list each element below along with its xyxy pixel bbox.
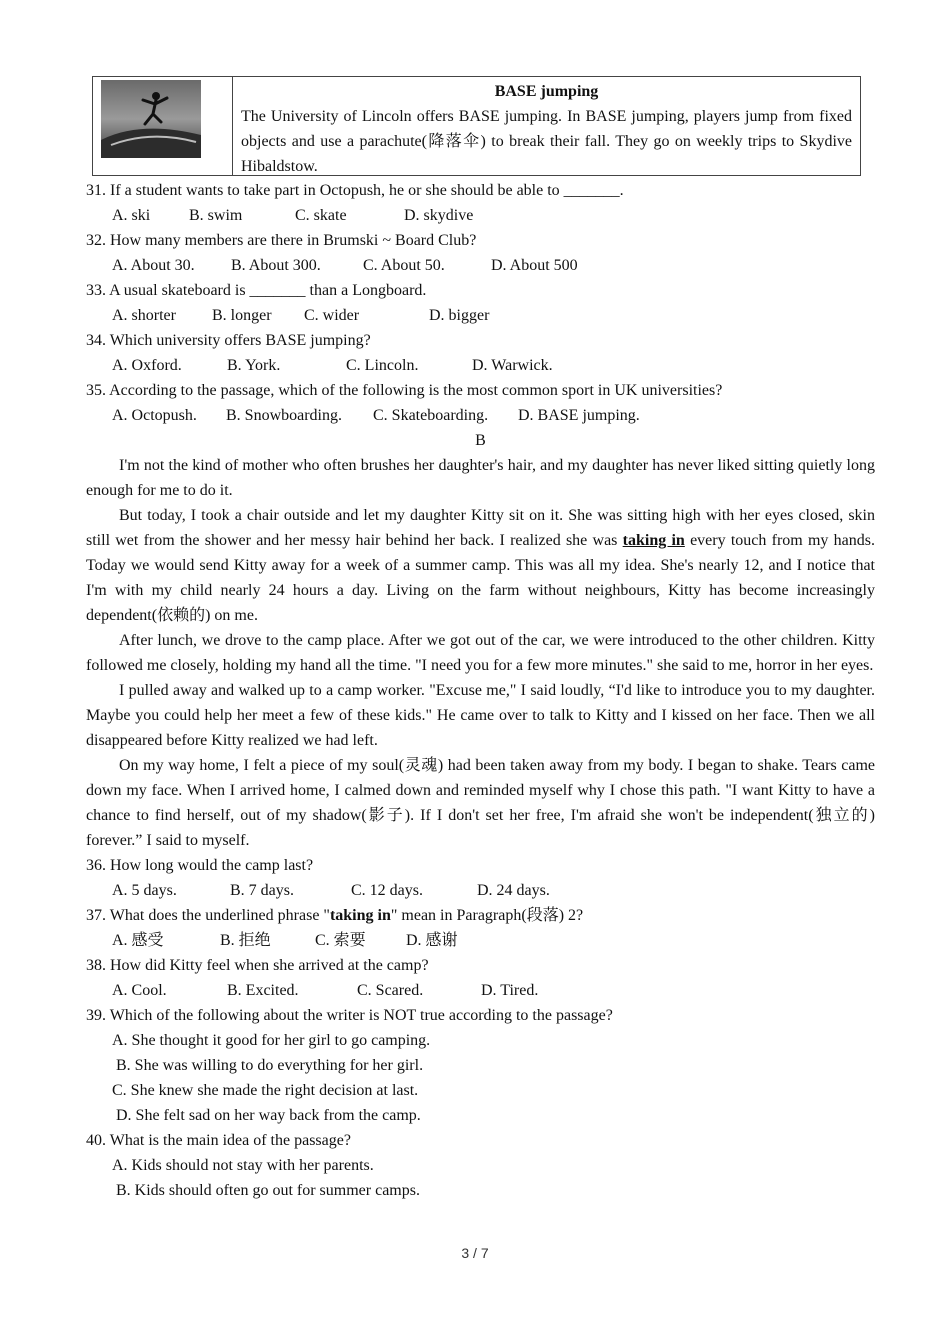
q40-option-b: B. Kids should often go out for summer camps.: [116, 1182, 420, 1199]
box-title: BASE jumping: [494, 83, 599, 100]
q35-options: [86, 403, 875, 428]
q39-option-b: B. She was willing to do everything for her girl.: [116, 1057, 424, 1074]
q37-stem-after: " mean in Paragraph(段落) 2?: [390, 907, 584, 924]
q33-option-b: B. longer: [212, 307, 272, 324]
q38-option-c: C. Scared.: [357, 982, 424, 999]
base-jumping-box: [92, 76, 861, 176]
underlined-phrase: taking in: [622, 532, 685, 549]
q34-option-d: D. Warwick.: [472, 357, 553, 374]
image-cell: [93, 77, 233, 175]
q36-option-a: A. 5 days.: [112, 882, 177, 899]
passage-paragraph-2: [86, 503, 875, 628]
q33-option-a: A. shorter: [112, 307, 176, 324]
q35-option-a: A. Octopush.: [112, 407, 197, 424]
p2-text-before: But today, I took a chair outside and let my daughter Kitty sit on it. She was sitting high with her eyes closed, skin still wet from the shower and her messy hair behind her back. I realized she was: [86, 507, 875, 549]
q31-stem: 31. If a student wants to take part in Octopush, he or she should be able to _______.: [86, 182, 624, 199]
q37-stem-before: 37. What does the underlined phrase ": [86, 907, 330, 924]
q36-options: [86, 878, 875, 903]
q38-option-a: A. Cool.: [112, 982, 167, 999]
q36-option-c: C. 12 days.: [351, 882, 423, 899]
q37-option-c: C. 索要: [315, 932, 366, 949]
q31-options: [86, 203, 875, 228]
q34-option-b: B. York.: [227, 357, 281, 374]
q33-option-d: D. bigger: [429, 307, 490, 324]
q37-options: [86, 928, 875, 953]
q31-option-b: B. swim: [189, 207, 243, 224]
q34-option-a: A. Oxford.: [112, 357, 182, 374]
q35-option-b: B. Snowboarding.: [226, 407, 342, 424]
box-text: The University of Lincoln offers BASE jumping. In BASE jumping, players jump from fixed objects and use a parachute(降落伞) to break their fall. They go on weekly trips to Skydive Hibaldstow.: [241, 108, 852, 175]
q36-option-b: B. 7 days.: [230, 882, 294, 899]
q39-option-d: D. She felt sad on her way back from the camp.: [116, 1107, 421, 1124]
q33-options: [86, 303, 875, 328]
q37-stem: [86, 903, 875, 928]
q33-stem: 33. A usual skateboard is _______ than a Longboard.: [86, 282, 427, 299]
q32-option-c: C. About 50.: [363, 257, 445, 274]
passage-paragraph-1: I'm not the kind of mother who often brushes her daughter's hair, and my daughter has never liked sitting quietly long enough for me to do it.: [86, 457, 875, 499]
q35-option-d: D. BASE jumping.: [518, 407, 640, 424]
q32-option-d: D. About 500: [491, 257, 578, 274]
q33-option-c: C. wider: [304, 307, 360, 324]
box-text-cell: [233, 77, 860, 175]
q32-option-a: A. About 30.: [112, 257, 195, 274]
q34-stem: 34. Which university offers BASE jumping?: [86, 332, 371, 349]
passage-paragraph-3: After lunch, we drove to the camp place. After we got out of the car, we were introduced to the other children. Kitty followed me closely, holding my hand all the time. "I need you for a few more minutes." she said to me, horror in her eyes.: [86, 632, 875, 674]
q37-option-b: B. 拒绝: [220, 932, 271, 949]
q40-option-a: A. Kids should not stay with her parents.: [112, 1157, 374, 1174]
q34-option-c: C. Lincoln.: [346, 357, 419, 374]
passage-paragraph-4: I pulled away and walked up to a camp worker. "Excuse me," I said loudly, “I'd like to introduce you to my daughter. Maybe you could help her meet a few of these kids." He came over to talk to Kitty and I kissed on her face. Then we all disappeared before Kitty realized we had left.: [86, 682, 875, 749]
q31-option-a: A. ski: [112, 207, 151, 224]
q38-option-b: B. Excited.: [227, 982, 299, 999]
document-body: [86, 178, 875, 1203]
q36-stem: 36. How long would the camp last?: [86, 857, 314, 874]
q32-option-b: B. About 300.: [231, 257, 321, 274]
q40-stem: 40. What is the main idea of the passage?: [86, 1132, 351, 1149]
q35-option-c: C. Skateboarding.: [373, 407, 489, 424]
q39-option-a: A. She thought it good for her girl to go camping.: [112, 1032, 431, 1049]
q31-option-c: C. skate: [295, 207, 347, 224]
q38-option-d: D. Tired.: [481, 982, 539, 999]
section-b-heading: B: [475, 432, 486, 449]
q32-options: [86, 253, 875, 278]
q38-options: [86, 978, 875, 1003]
q31-option-d: D. skydive: [404, 207, 474, 224]
passage-paragraph-5: On my way home, I felt a piece of my soul(灵魂) had been taken away from my body. I began to shake. Tears came down my face. When I arrived home, I calmed down and reminded myself why I chose this path. "I want Kitty to have a chance to find herself, out of my shadow(影子). If I don't set her free, I'm afraid she won't be independent(独立的) forever.” I said to myself.: [86, 757, 875, 849]
q38-stem: 38. How did Kitty feel when she arrived at the camp?: [86, 957, 429, 974]
q32-stem: 32. How many members are there in Brumski ~ Board Club?: [86, 232, 477, 249]
q36-option-d: D. 24 days.: [477, 882, 550, 899]
skydiver-photo-icon: [101, 80, 201, 158]
q37-option-d: D. 感谢: [406, 932, 458, 949]
q37-option-a: A. 感受: [112, 932, 164, 949]
p2-text-after: every touch from my hands. Today we would send Kitty away for a week of a summer camp. This was all my idea. She's nearly 12, and I notice that I'm with my child nearly 24 hours a day. Living on the farm without neighbours, Kitty has become increasingly dependent(依赖的) on me.: [86, 532, 876, 624]
q35-stem: 35. According to the passage, which of the following is the most common sport in UK universities?: [86, 382, 723, 399]
q39-option-c: C. She knew she made the right decision at last.: [112, 1082, 419, 1099]
page-number: 3 / 7: [461, 1245, 489, 1261]
q34-options: [86, 353, 875, 378]
q39-stem: 39. Which of the following about the writer is NOT true according to the passage?: [86, 1007, 613, 1024]
q37-phrase: taking in: [329, 907, 391, 924]
